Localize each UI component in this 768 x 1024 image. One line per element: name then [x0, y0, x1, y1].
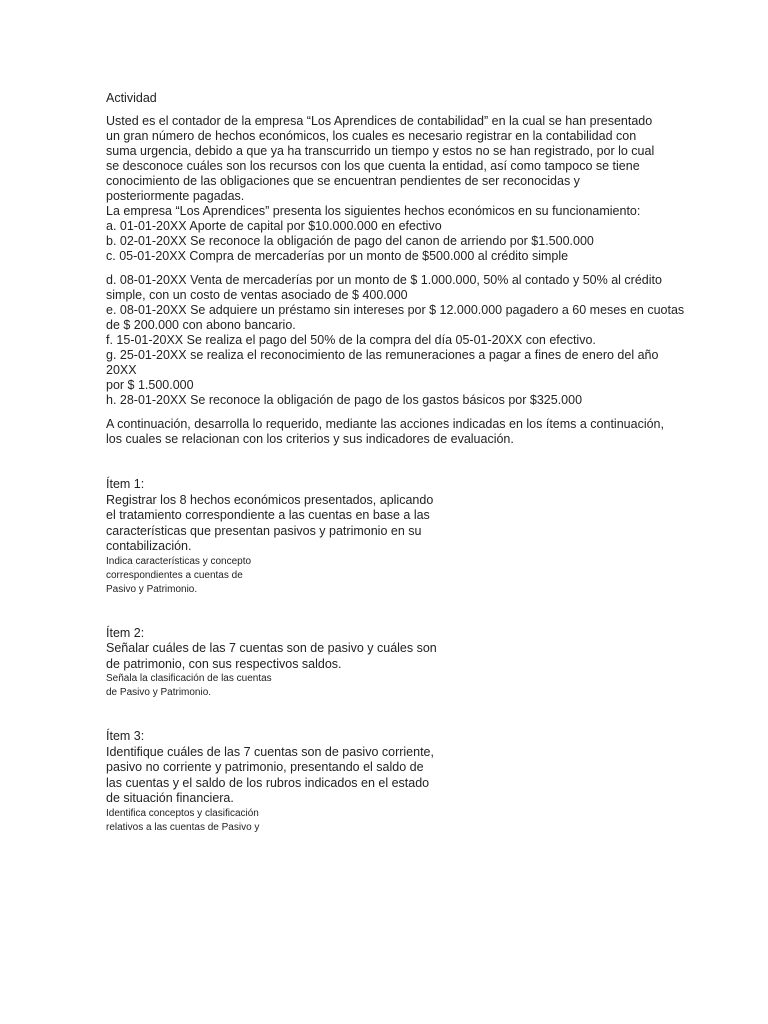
document-page [106, 91, 685, 835]
item-3-note [106, 807, 441, 835]
intro-paragraph: Usted es el contador de la empresa “Los Aprendices de contabilidad” en la cual se han presentado un gran número de hechos económicos, los cuales es necesario registrar en la contabilidad con suma urgencia, debido a que ya ha transcurrido un tiempo y estos no se han registrado, por lo cual se desconoce cuáles son los recursos con los que cuenta la entidad, así como tampoco se tiene conocimiento de las obligaciones que se encuentran pendientes de ser reconocidas y posteriormente pagadas. [106, 114, 655, 203]
fact-g: g. 25-01-20XX se realiza el reconocimiento de las remuneraciones a pagar a fines de enero del año [106, 348, 659, 362]
item-2-heading: Ítem 2: [106, 625, 145, 640]
fact-f: f. 15-01-20XX Se realiza el pago del 50% de la compra del día 05-01-20XX con efectivo. [106, 333, 596, 347]
fact-d: d. 08-01-20XX Venta de mercaderías por un monto de $ 1.000.000, 50% al contado y 50% al crédito [106, 273, 662, 287]
fact-d-cont: simple, con un costo de ventas asociado de $ 400.000 [106, 288, 408, 302]
item-3-note-line: Identifica conceptos y clasificación [106, 807, 259, 819]
item-1-note-line: Pasivo y Patrimonio. [106, 583, 198, 595]
item-1-body: Registrar los 8 hechos económicos presentados, aplicando el tratamiento correspondiente a las cuentas en base a las características que presentan pasivos y patrimonio en su contabilización. [106, 492, 434, 553]
fact-g-amount: por $ 1.500.000 [106, 378, 194, 392]
fact-a: a. 01-01-20XX Aporte de capital por $10.000.000 en efectivo [106, 219, 442, 233]
fact-g-year: 20XX [106, 363, 137, 377]
item-3-heading: Ítem 3: [106, 729, 145, 743]
fact-h: h. 28-01-20XX Se reconoce la obligación de pago de los gastos básicos por $325.000 [106, 393, 583, 407]
fact-e: e. 08-01-20XX Se adquiere un préstamo sin intereses por $ 12.000.000 pagadero a 60 meses en cuotas [106, 303, 685, 317]
item-1 [106, 477, 446, 597]
fact-c: c. 05-01-20XX Compra de mercaderías por un monto de $500.000 al crédito simple [106, 249, 569, 263]
item-3-body: Identifique cuáles de las 7 cuentas son de pasivo corriente, pasivo no corriente y patrimonio, presentando el saldo de las cuentas y el saldo de los rubros indicados en el estado de situación financiera. [106, 744, 434, 805]
document-title: Actividad [106, 91, 157, 105]
item-1-note-line: Indica características y concepto [106, 555, 252, 567]
item-1-heading: Ítem 1: [106, 477, 145, 491]
item-2-body: Señalar cuáles de las 7 cuentas son de pasivo y cuáles son de patrimonio, con sus respectivos saldos. [106, 641, 437, 671]
item-2-note [106, 672, 451, 700]
item-1-note [106, 555, 446, 597]
item-2-note-line: de Pasivo y Patrimonio. [106, 687, 212, 698]
item-3 [106, 729, 441, 835]
item-3-note-line: relativos a las cuentas de Pasivo y [106, 821, 260, 833]
fact-e-cont: de $ 200.000 con abono bancario. [106, 318, 296, 332]
item-2 [106, 626, 451, 701]
facts-lead: La empresa “Los Aprendices” presenta los siguientes hechos económicos en su funcionamiento: [106, 204, 641, 218]
closing-paragraph: A continuación, desarrolla lo requerido, mediante las acciones indicadas en los ítems a continuación, los cuales se relacionan con los criterios y sus indicadores de evaluación. [106, 417, 664, 446]
item-1-note-line: correspondientes a cuentas de [106, 569, 243, 581]
fact-b: b. 02-01-20XX Se reconoce la obligación de pago del canon de arriendo por $1.500.000 [106, 234, 594, 248]
item-2-note-line: Señala la clasificación de las cuentas [106, 673, 272, 684]
